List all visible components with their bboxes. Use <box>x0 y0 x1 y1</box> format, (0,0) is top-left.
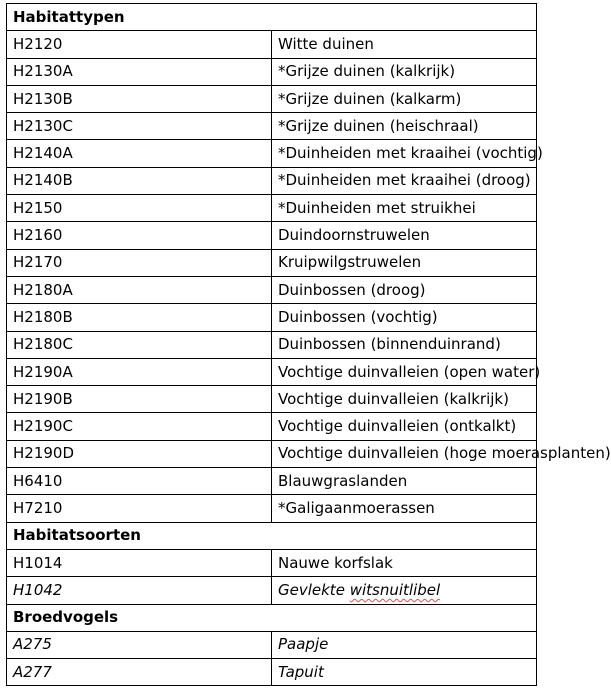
name-cell: *Grijze duinen (kalkarm) <box>272 85 537 112</box>
code-cell: H2150 <box>7 195 272 222</box>
habitat-table <box>6 3 611 686</box>
code-cell: H2190C <box>7 413 272 440</box>
name-cell: *Grijze duinen (kalkrijk) <box>272 58 537 85</box>
table-row <box>7 413 537 440</box>
table-row <box>7 549 537 576</box>
name-cell: Vochtige duinvalleien (ontkalkt) <box>272 413 537 440</box>
code-cell: H2170 <box>7 249 272 276</box>
name-cell: Vochtige duinvalleien (open water) <box>272 358 537 385</box>
name-cell: Duinbossen (vochtig) <box>272 304 537 331</box>
section-title-broedvogels: Broedvogels <box>7 604 537 631</box>
code-cell: H2140A <box>7 140 272 167</box>
section-title-habitattypen: Habitattypen <box>7 4 537 31</box>
code-cell: H7210 <box>7 495 272 522</box>
code-cell: H2180C <box>7 331 272 358</box>
section-title-habitatsoorten: Habitatsoorten <box>7 522 537 549</box>
name-cell: Vochtige duinvalleien (hoge moerasplanten) <box>272 440 537 467</box>
code-cell: H2180A <box>7 276 272 303</box>
code-cell: H2160 <box>7 222 272 249</box>
spellcheck-underlined-word: witsnuitlibel <box>349 580 441 599</box>
name-cell: Vochtige duinvalleien (kalkrijk) <box>272 386 537 413</box>
table-row <box>7 631 537 658</box>
table-row <box>7 495 537 522</box>
section-header-row <box>7 522 537 549</box>
code-cell: H2130C <box>7 113 272 140</box>
table-row <box>7 276 537 303</box>
table-row <box>7 113 537 140</box>
code-cell: H2180B <box>7 304 272 331</box>
table-row <box>7 440 537 467</box>
code-cell: H2140B <box>7 167 272 194</box>
table-row <box>7 195 537 222</box>
name-cell: Nauwe korfslak <box>272 549 537 576</box>
code-cell: H2130A <box>7 58 272 85</box>
table-row <box>7 58 537 85</box>
table-row <box>7 140 537 167</box>
code-cell: H2130B <box>7 85 272 112</box>
code-cell: A277 <box>7 659 272 686</box>
table-row <box>7 167 537 194</box>
name-cell: Duinbossen (droog) <box>272 276 537 303</box>
name-prefix: Gevlekte <box>278 580 350 599</box>
table-row <box>7 249 537 276</box>
name-cell: Blauwgraslanden <box>272 468 537 495</box>
name-cell: Duindoornstruwelen <box>272 222 537 249</box>
code-cell: H2190D <box>7 440 272 467</box>
section-header-row <box>7 4 537 31</box>
table-row <box>7 222 537 249</box>
table-row <box>7 331 537 358</box>
name-cell: *Galigaanmoerassen <box>272 495 537 522</box>
table-row <box>7 358 537 385</box>
name-cell: Tapuit <box>272 659 537 686</box>
table-row <box>7 659 537 686</box>
code-cell: H2190B <box>7 386 272 413</box>
code-cell: H1042 <box>7 577 272 604</box>
name-cell: *Duinheiden met kraaihei (droog) <box>272 167 537 194</box>
code-cell: A275 <box>7 631 272 658</box>
table-row <box>7 577 537 604</box>
name-cell: Paapje <box>272 631 537 658</box>
name-cell <box>272 577 537 604</box>
code-cell: H6410 <box>7 468 272 495</box>
name-cell: Witte duinen <box>272 31 537 58</box>
name-cell: *Duinheiden met struikhei <box>272 195 537 222</box>
table-row <box>7 85 537 112</box>
table-row <box>7 31 537 58</box>
name-cell: *Duinheiden met kraaihei (vochtig) <box>272 140 537 167</box>
name-cell: Duinbossen (binnenduinrand) <box>272 331 537 358</box>
name-cell: *Grijze duinen (heischraal) <box>272 113 537 140</box>
table-row <box>7 468 537 495</box>
code-cell: H2120 <box>7 31 272 58</box>
code-cell: H2190A <box>7 358 272 385</box>
table-row <box>7 386 537 413</box>
code-cell: H1014 <box>7 549 272 576</box>
section-header-row <box>7 604 537 631</box>
name-cell: Kruipwilgstruwelen <box>272 249 537 276</box>
table-row <box>7 304 537 331</box>
